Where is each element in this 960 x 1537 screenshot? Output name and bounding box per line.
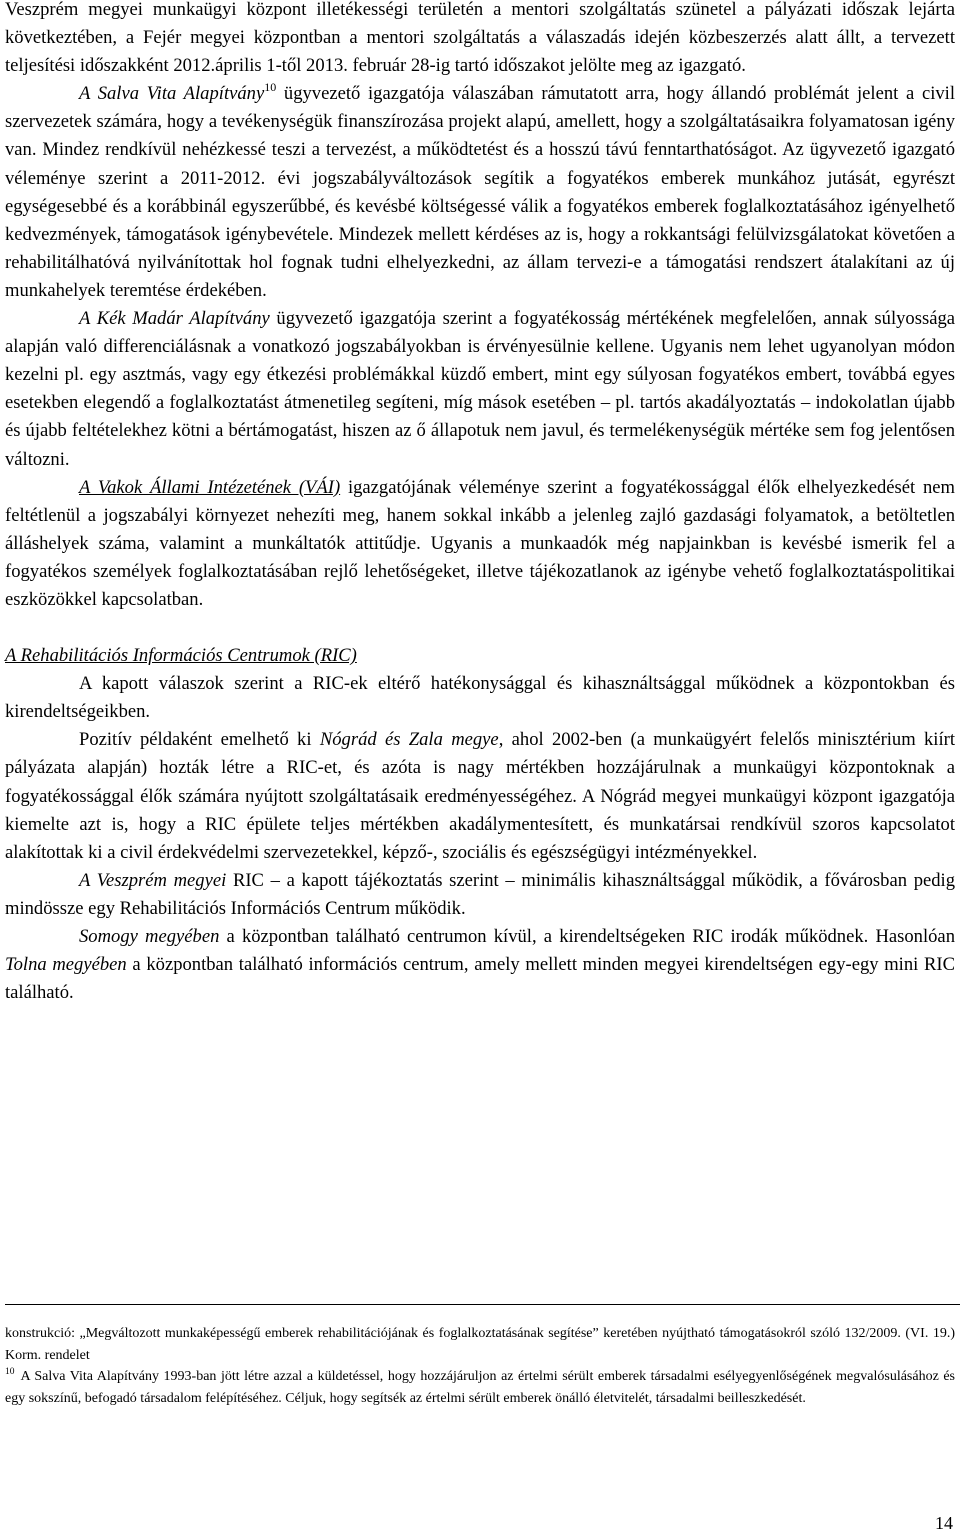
org-kek-madar: A Kék Madár Alapítvány — [79, 308, 270, 330]
footnote-separator — [5, 1304, 960, 1305]
main-text — [5, 0, 955, 1007]
paragraph-pozitiv-lead: Pozitív példaként emelhető ki — [79, 729, 320, 751]
paragraph-veszprem — [5, 867, 955, 923]
document-page — [5, 0, 955, 1011]
org-salva-vita: A Salva Vita Alapítvány — [79, 83, 265, 105]
paragraph-vai — [5, 474, 955, 614]
spacer — [5, 614, 955, 642]
paragraph-ric-intro — [5, 670, 955, 726]
paragraph-veszprem-text: RIC – a kapott tájékoztatás szerint – minimális kihasználtsággal működik, a fővárosban pedig mindössze egy Rehabilitációs Információs Centrum működik. — [5, 869, 956, 919]
footnote-10-number: 10 — [5, 1367, 15, 1378]
footnote-continuation: konstrukció: „Megváltozott munkaképességű emberek rehabilitációjának és foglalkoztatásának segítése” keretében nyújtható támogatásokról szóló 132/2009. (VI. 19.) Korm. rendelet — [5, 1326, 955, 1363]
place-nograd-zala: Nógrád és Zala megye — [319, 729, 499, 751]
paragraph-vai-text: igazgatójának véleménye szerint a fogyatékossággal élők elhelyezkedését nem feltétlenül a jogszabályi környezet nehezíti meg, hanem sokkal inkább a jelenleg zajló gazdasági folyamatok, a betöltetlen álláshelyek száma, valamint a munkáltatók attitűdje. Ugyanis a munkaadók még napjainkban is kevésbé ismerik fel a fogyatékos személyek foglalkoztatásában rejlő lehetőségeket, illetve tájékozatlanok az igénybe vehető foglalkoztatáspolitikai eszközökkel kapcsolatban. — [5, 476, 955, 610]
paragraph-ric-intro-text: A kapott válaszok szerint a RIC-ek eltérő hatékonysággal és kihasználtsággal működnek a központokban és kirendeltségeikben. — [5, 673, 955, 723]
place-tolna: Tolna megyében — [5, 954, 127, 976]
footnote-10-text: A Salva Vita Alapítvány 1993-ban jött létre azzal a küldetéssel, hogy hozzájáruljon az értelmi sérült emberek társadalmi esélyegyenlőségének megvalósulásához és egy sokszínű, befogadó társadalom felépítéséhez. Céljuk, hogy segítsék az értelmi sérült emberek önálló életvitelét, társadalmi beilleszkedését. — [5, 1369, 955, 1406]
paragraph-pozitiv — [5, 726, 955, 866]
paragraph-kek-madar — [5, 305, 955, 474]
paragraph-continuation — [5, 0, 955, 80]
place-somogy: Somogy megyében — [79, 926, 220, 947]
footnotes — [5, 1323, 955, 1409]
paragraph-somogy-text-2: a központban található információs centrum, amely mellett minden megyei kirendeltségen egy-egy mini RIC található. — [5, 954, 955, 1004]
place-veszprem: A Veszprém megyei — [79, 869, 227, 891]
footnote-10 — [5, 1366, 955, 1409]
paragraph-somogy — [5, 923, 955, 1007]
footnote-ref-10[interactable]: 10 — [264, 80, 277, 95]
paragraph-somogy-text-1: a központban található centrumon kívül, a kirendeltségeken RIC irodák működnek. Hasonlóan — [219, 926, 955, 947]
paragraph-salva-vita-text: ügyvezető igazgatója válaszában rámutatott arra, hogy állandó problémát jelent a civil szervezetek számára, hogy a tevékenységük finanszírozása projekt alapú, amellett, hogy a szolgáltatásaikra folyamatosan igény van. Mindez rendkívül nehézkessé teszi a tervezést, a működtetést és a hosszú távú fenntarthatóságot. Az ügyvezető igazgató véleménye szerint a 2011-2012. évi jogszabályváltozások segítik a fogyatékos emberek munkához jutását, egyrészt egységesebbé és a korábbinál egyszerűbbé, és kevésbé költségessé válik a fogyatékos emberek foglalkoztatásához igényelhető kedvezmények, támogatások igénybevétele. Mindezek mellett kérdéses az is, hogy a rokkantsági felülvizsgálatokat követően a rehabilitálhatóvá nyilvánítottak hol fognak tudni elhelyezkedni, az állam tervezi-e a támogatási rendszert átalakítani az új munkahelyek teremtése érdekében. — [5, 83, 955, 301]
org-vai: A Vakok Állami Intézetének (VÁI) — [79, 476, 341, 498]
page-number: 14 — [935, 1513, 953, 1533]
paragraph-salva-vita — [5, 80, 955, 305]
paragraph-kek-madar-text: ügyvezető igazgatója szerint a fogyatékosság mértékének megfelelően, annak súlyossága alapján való differenciálásnak a vonatkozó jogszabályokban is érvényesülnie kellene. Ugyanis nem lehet ugyanolyan módon kezelni pl. egy asztmás, vagy egy étkezési problémákkal küzdő embert, mint egy súlyosan fogyatékos embert, továbbá egyes esetekben elegendő a foglalkoztatást átmenetileg segíteni, míg mások esetében – pl. tartós akadályoztatás – indokolatlan újabb és újabb feltételekhez kötni a bértámogatást, hiszen az ő állapotuk nem javul, és termelékenységük mértéke sem fog jelentősen változni. — [5, 308, 955, 470]
paragraph-continuation-text: Veszprém megyei munkaügyi központ illetékességi területén a mentori szolgáltatás szünetel a pályázati időszak lejárta következtében, a Fejér megyei központban a mentori szolgáltatás a válaszadás idején közbeszerzés alatt állt, a tervezett teljesítési időszakként 2012.április 1-től 2013. február 28-ig tartó időszakot jelölte meg az igazgató. — [5, 0, 955, 77]
paragraph-pozitiv-text: , ahol 2002-ben (a munkaügyért felelős minisztérium kiírt pályázata alapján) hozták létre a RIC-et, és azóta is nagy mértékben hozzájárulnak a munkaügyi központoknak a fogyatékossággal élők számára nyújtott szolgáltatásaik eredményességéhez. A Nógrád megyei munkaügyi központ igazgatója kiemelte azt is, hogy a RIC épülete teljes mértékben akadálymentesített, és munkatársai rendkívül szoros kapcsolatot alakítottak ki a civil érdekvédelmi szervezetekkel, képző-, szociális és egészségügyi intézményekkel. — [5, 729, 955, 863]
section-heading-ric: A Rehabilitációs Információs Centrumok (RIC) — [5, 645, 357, 667]
